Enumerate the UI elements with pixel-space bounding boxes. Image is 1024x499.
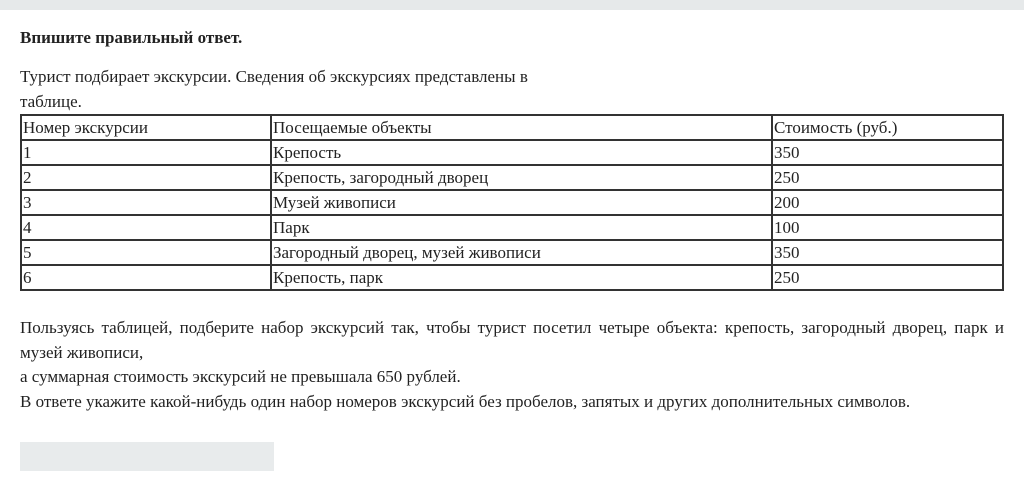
task-line-1: Пользуясь таблицей, подберите набор экскурсий так, чтобы турист посетил четыре объекта: крепость, загородный дворец, парк и музей живописи,	[20, 318, 1004, 362]
cell-objects: Крепость	[271, 140, 772, 165]
answer-input[interactable]	[20, 442, 274, 471]
table-row	[21, 215, 1003, 240]
cell-objects: Крепость, парк	[271, 265, 772, 290]
cell-cost: 200	[772, 190, 1003, 215]
cell-objects: Загородный дворец, музей живописи	[271, 240, 772, 265]
cell-number: 6	[21, 265, 271, 290]
cell-number: 3	[21, 190, 271, 215]
table-row	[21, 265, 1003, 290]
table-row	[21, 140, 1003, 165]
top-strip	[0, 0, 1024, 10]
table-row	[21, 190, 1003, 215]
cell-cost: 350	[772, 240, 1003, 265]
task-content	[20, 26, 1004, 414]
cell-cost: 250	[772, 165, 1003, 190]
task-line-3: В ответе укажите какой-нибудь один набор номеров экскурсий без пробелов, запятых и других дополнительных символов.	[20, 391, 911, 411]
header-cell-cost: Стоимость (руб.)	[772, 115, 1003, 140]
cell-number: 2	[21, 165, 271, 190]
header-cell-number: Номер экскурсии	[21, 115, 271, 140]
cell-objects: Музей живописи	[271, 190, 772, 215]
task-line-2: а суммарная стоимость экскурсий не превышала 650 рублей.	[20, 367, 461, 386]
header-cell-objects: Посещаемые объекты	[271, 115, 772, 140]
cell-objects: Парк	[271, 215, 772, 240]
cell-number: 4	[21, 215, 271, 240]
cell-cost: 100	[772, 215, 1003, 240]
table-header-row	[21, 115, 1003, 140]
table-row	[21, 165, 1003, 190]
instruction-text: Впишите правильный ответ.	[20, 28, 243, 47]
cell-cost: 350	[772, 140, 1003, 165]
tours-table	[20, 114, 1004, 291]
table-row	[21, 240, 1003, 265]
cell-number: 1	[21, 140, 271, 165]
cell-objects: Крепость, загородный дворец	[271, 165, 772, 190]
cell-cost: 250	[772, 265, 1003, 290]
intro-text: Турист подбирает экскурсии. Сведения об экскурсиях представлены в таблице.	[20, 67, 528, 111]
task-text	[20, 316, 1004, 414]
cell-number: 5	[21, 240, 271, 265]
